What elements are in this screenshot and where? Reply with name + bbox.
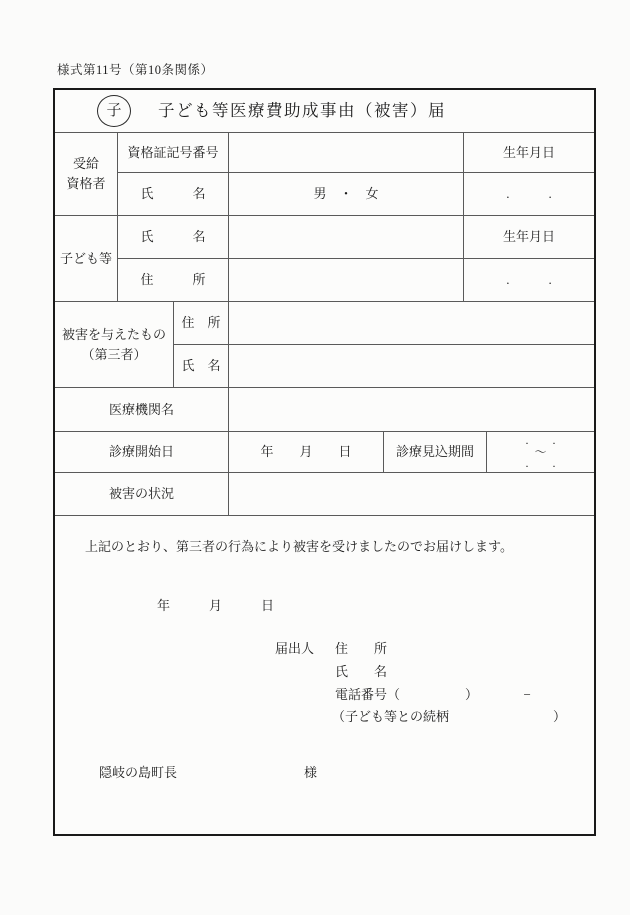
declarant-label: 届出人 — [275, 641, 315, 656]
child-address-label: 住 所 — [118, 259, 229, 302]
form-sheet — [53, 88, 596, 836]
recipient-sex-options: 男 ・ 女 — [229, 173, 464, 216]
medical-institution-value — [229, 388, 594, 432]
mayor-label: 隠岐の島町長 — [99, 765, 178, 780]
third-party-label-line2: （第三者） — [81, 346, 147, 362]
child-dob-value: . . — [464, 259, 594, 302]
recipient-label-line1: 受給 — [72, 156, 99, 172]
recipient-dob-label: 生年月日 — [464, 133, 594, 173]
declarant-address-label: 住 所 — [335, 641, 388, 656]
declaration-date-line: 年 月 日 — [157, 598, 275, 613]
damage-situation-label: 被害の状況 — [55, 473, 229, 516]
child-name-value — [229, 216, 464, 259]
form-number: 様式第11号（第10条関係） — [57, 63, 214, 77]
cert-number-value — [229, 133, 464, 173]
period-tilde: 〜 — [534, 444, 547, 459]
declarant-name-label: 氏 名 — [335, 664, 388, 679]
medical-institution-label: 医療機関名 — [55, 388, 229, 432]
damage-situation-value — [229, 473, 594, 516]
third-party-name-label: 氏 名 — [174, 345, 229, 388]
period-from-dots: . . — [525, 433, 556, 447]
third-party-address-value — [229, 302, 594, 345]
mayor-honorific: 様 — [304, 765, 318, 780]
child-section-label: 子ども等 — [55, 216, 118, 302]
treatment-start-value: 年 月 日 — [229, 432, 384, 473]
child-name-label: 氏 名 — [118, 216, 229, 259]
declaration-section — [55, 516, 594, 834]
recipient-dob-value: . . — [464, 173, 594, 216]
declarant-relation-label: （子ども等との続柄 ） — [332, 709, 567, 724]
third-party-label-line1: 被害を与えたもの — [61, 326, 166, 342]
treatment-period-label: 診療見込期間 — [384, 432, 487, 473]
third-party-name-value — [229, 345, 594, 388]
declaration-statement: 上記のとおり、第三者の行為により被害を受けましたのでお届けします。 — [85, 539, 513, 554]
title-badge-circle: 子 — [97, 95, 131, 127]
treatment-period-value — [487, 432, 594, 473]
recipient-label-line2: 資格者 — [66, 176, 106, 191]
recipient-section-label — [55, 133, 118, 216]
child-dob-label: 生年月日 — [464, 216, 594, 259]
recipient-name-label: 氏 名 — [118, 173, 229, 216]
third-party-address-label: 住 所 — [174, 302, 229, 345]
cert-number-label: 資格証記号番号 — [118, 133, 229, 173]
period-to-dots: . . — [525, 456, 556, 470]
declarant-phone-label: 電話番号（ ） − — [335, 687, 531, 702]
title-row — [55, 90, 594, 133]
page-title: 子ども等医療費助成事由（被害）届 — [158, 101, 446, 121]
child-address-value — [229, 259, 464, 302]
treatment-start-label: 診療開始日 — [55, 432, 229, 473]
third-party-section-label — [55, 302, 174, 388]
